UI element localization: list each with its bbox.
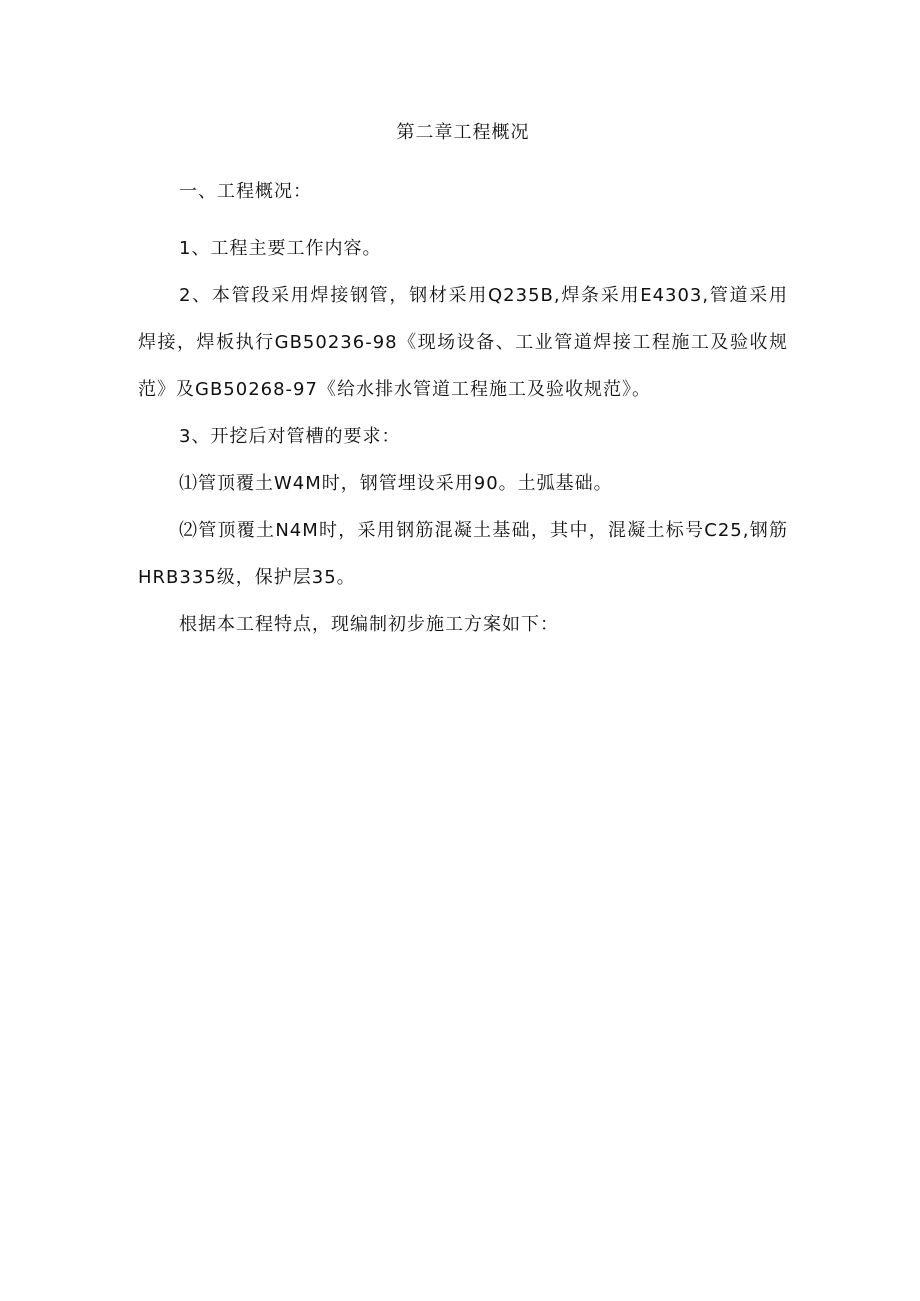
paragraph-item-2: 2、本管段采用焊接钢管，钢材采用Q235B,焊条采用E4303,管道采用焊接，焊板执行GB50236-98《现场设备、工业管道焊接工程施工及验收规范》及GB50268-97《给水排水管道工程施工及验收规范》。 (138, 285, 788, 400)
chapter-title: 第二章工程概况 (396, 122, 530, 143)
paragraph-item-3-2: ⑵管顶覆土N4M时，采用钢筋混凝土基础，其中，混凝土标号C25,钢筋HRB335级，保护层35。 (138, 520, 788, 588)
paragraph-item-3-1: ⑴管顶覆土W4M时，钢管埋设采用90。土弧基础。 (179, 473, 613, 494)
section-heading: 一、工程概况： (179, 181, 312, 202)
paragraph-item-3: 3、开挖后对管槽的要求： (179, 426, 401, 447)
paragraph-item-1: 1、工程主要工作内容。 (179, 238, 382, 259)
paragraph-closing: 根据本工程特点，现编制初步施工方案如下： (179, 614, 559, 635)
document-body (138, 118, 788, 648)
